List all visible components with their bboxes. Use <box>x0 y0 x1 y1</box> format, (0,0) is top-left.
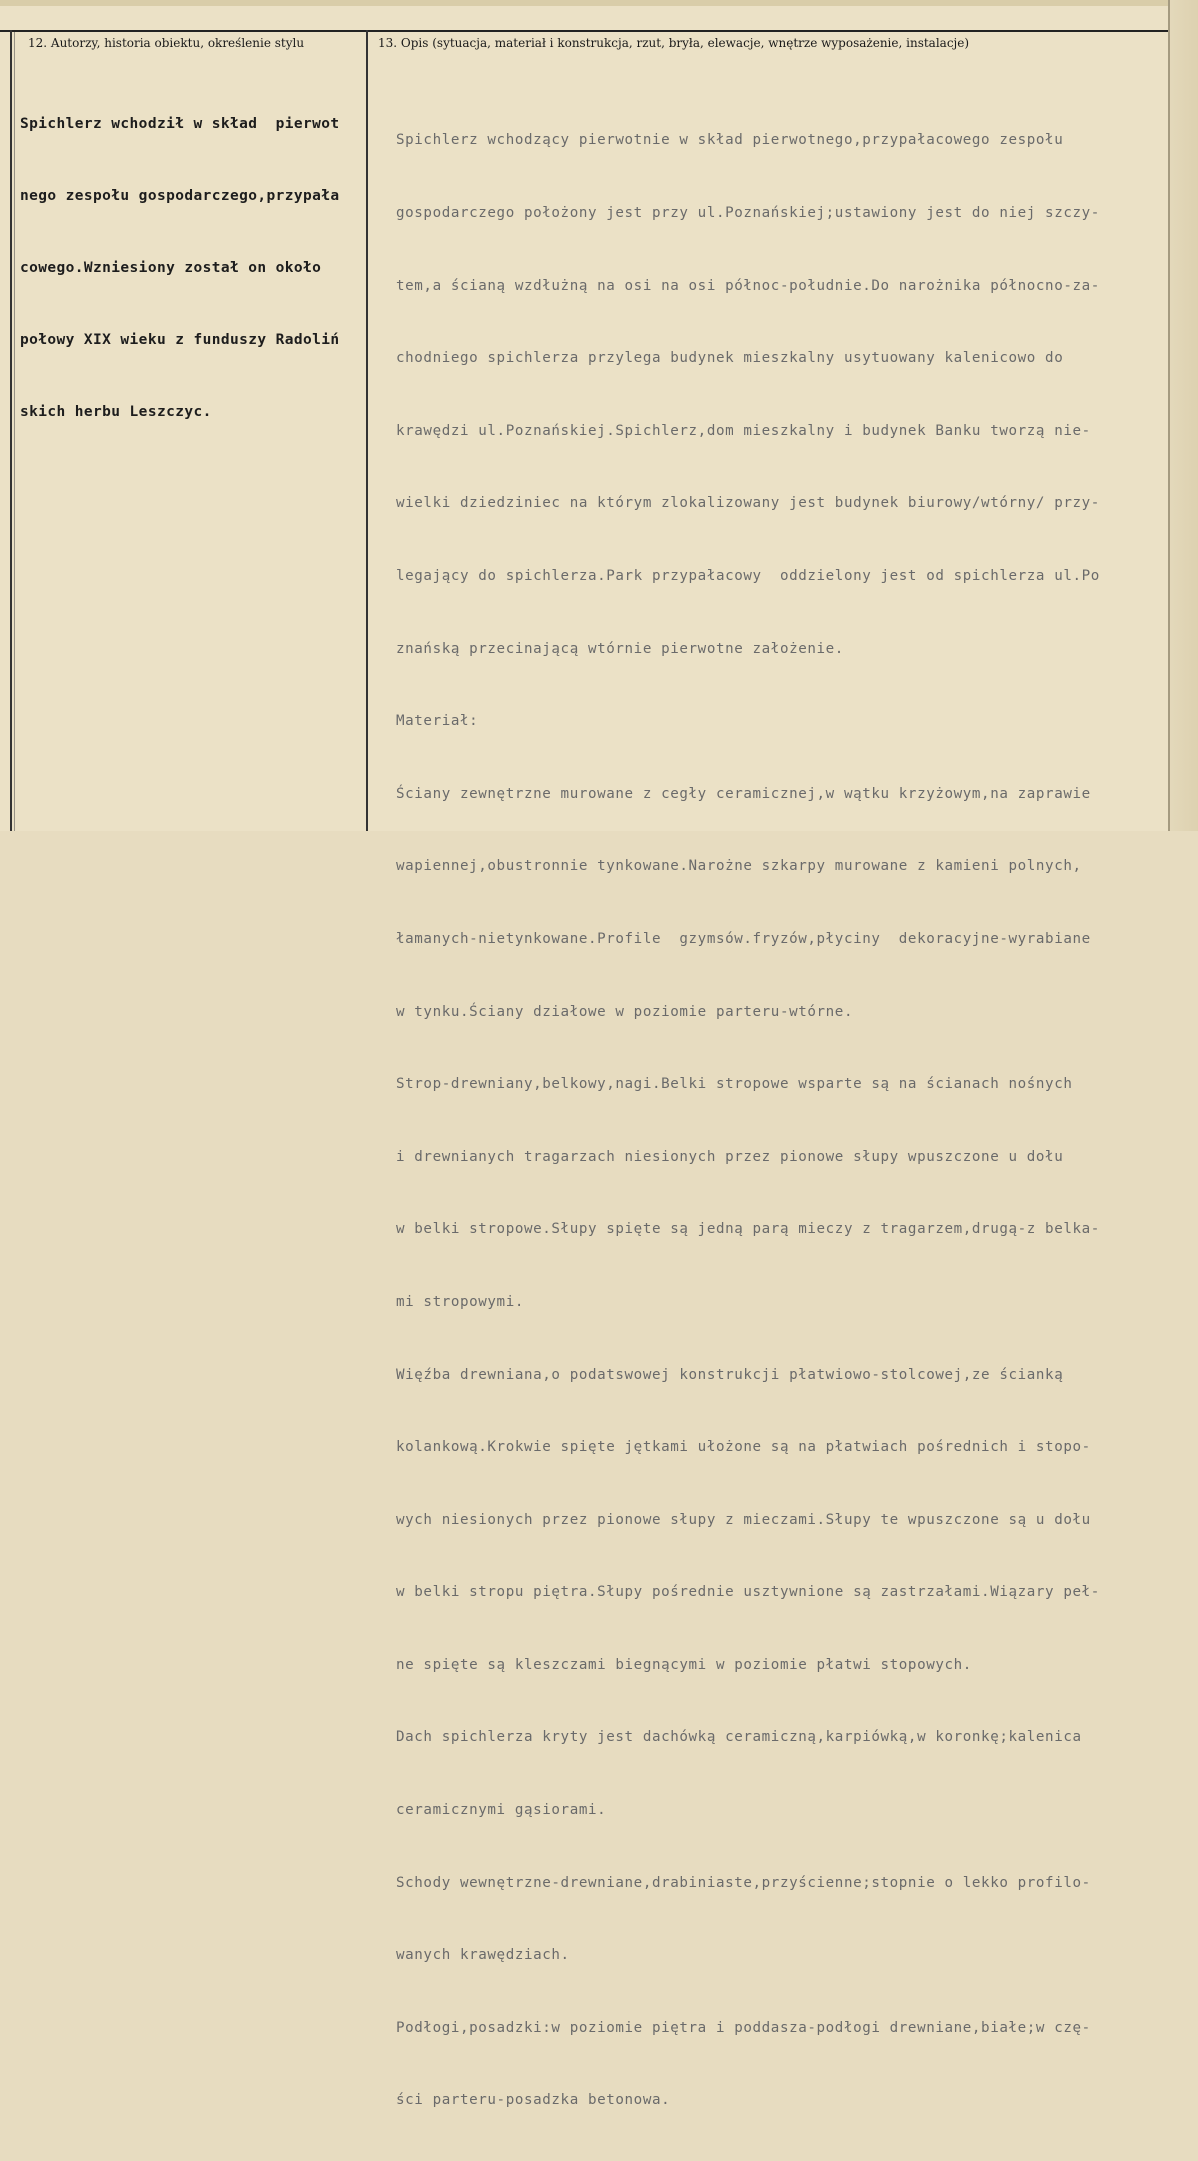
section-12-line: Spichlerz wchodził w skład pierwot <box>20 116 340 132</box>
section-12-body <box>20 64 340 472</box>
section-13-line: znańską przecinającą wtórnie pierwotne założenie. <box>396 640 844 657</box>
section-13-line: Więźba drewniana,o podatswowej konstrukcji płatwiowo-stolcowej,ze ścianką <box>396 1366 1064 1383</box>
section-13-line: w belki stropowe.Słupy spięte są jedną parą mieczy z tragarzem,drugą-z belka- <box>396 1221 1100 1238</box>
section-13-line: w belki stropu piętra.Słupy pośrednie usztywnione są zastrzałami.Wiązary peł- <box>396 1584 1100 1601</box>
section-13-line: łamanych-nietynkowane.Profile gzymsów.fryzów,płyciny dekoracyjne-wyrabiane <box>396 930 1091 947</box>
section-12-heading: 12. Autorzy, historia obiektu, określenie stylu <box>28 36 305 50</box>
section-13-line: wielki dziedziniec na którym zlokalizowany jest budynek biurowy/wtórny/ przy- <box>396 495 1100 512</box>
section-13-line: Schody wewnętrzne-drewniane,drabiniaste,przyścienne;stopnie o lekko profilo- <box>396 1874 1091 1891</box>
section-13-line: Dach spichlerza kryty jest dachówką ceramiczną,karpiówką,w koronkę;kalenica <box>396 1729 1082 1746</box>
column-divider <box>366 30 368 831</box>
section-13-line: i drewnianych tragarzach niesionych przez pionowe słupy wpuszczone u dołu <box>396 1148 1064 1165</box>
section-12-line: skich herbu Leszczyc. <box>20 404 212 420</box>
section-13-line: legający do spichlerza.Park przypałacowy oddzielony jest od spichlerza ul.Po <box>396 567 1100 584</box>
section-13-line: Ściany zewnętrzne murowane z cegły ceramicznej,w wątku krzyżowym,na zaprawie <box>396 785 1091 802</box>
section-13-line: Materiał: <box>396 713 479 730</box>
section-13-line: kolankową.Krokwie spięte jętkami ułożone są na płatwiach pośrednich i stopo- <box>396 1439 1091 1456</box>
section-12-line: cowego.Wzniesiony został on około <box>20 260 322 276</box>
section-13-line: ści parteru-posadzka betonowa. <box>396 2092 671 2109</box>
card-right-border <box>1168 0 1170 831</box>
section-13-line: wych niesionych przez pionowe słupy z mieczami.Słupy te wpuszczone są u dołu <box>396 1511 1091 1528</box>
form-inner-left-rule <box>14 32 15 831</box>
section-13-line: tem,a ścianą wzdłużną na osi na osi północ-południe.Do narożnika północno-za- <box>396 277 1100 294</box>
section-13-heading: 13. Opis (sytuacja, materiał i konstrukcja, rzut, bryła, elewacje, wnętrze wyposażenie, instalacje) <box>378 36 970 50</box>
section-13-line: w tynku.Ściany działowe w poziomie parteru-wtórne. <box>396 1003 854 1020</box>
section-13-body <box>396 80 1100 2161</box>
section-12-line: nego zespołu gospodarczego,przypała <box>20 188 340 204</box>
section-13-line: ceramicznymi gąsiorami. <box>396 1802 607 1819</box>
section-13-line: chodniego spichlerza przylega budynek mieszkalny usytuowany kalenicowo do <box>396 350 1064 367</box>
section-13-line: ne spięte są kleszczami biegnącymi w poziomie płatwi stopowych. <box>396 1656 972 1673</box>
form-left-rule <box>10 30 12 831</box>
card-top-edge <box>0 0 1198 6</box>
section-13-line: Spichlerz wchodzący pierwotnie w skład pierwotnego,przypałacowego zespołu <box>396 132 1064 149</box>
section-13-line: wapiennej,obustronnie tynkowane.Narożne szkarpy murowane z kamieni polnych, <box>396 858 1082 875</box>
section-13-line: gospodarczego położony jest przy ul.Poznańskiej;ustawiony jest do niej szczy- <box>396 205 1100 221</box>
section-13-line: Podłogi,posadzki:w poziomie piętra i poddasza-podłogi drewniane,białe;w czę- <box>396 2019 1091 2036</box>
section-13-line: wanych krawędziach. <box>396 1947 570 1964</box>
section-12-line: połowy XIX wieku z funduszy Radoliń <box>20 332 340 348</box>
form-top-rule <box>0 30 1168 32</box>
card-right-edge <box>1168 0 1198 831</box>
section-13-line: krawędzi ul.Poznańskiej.Spichlerz,dom mieszkalny i budynek Banku tworzą nie- <box>396 422 1091 439</box>
section-13-line: Strop-drewniany,belkowy,nagi.Belki stropowe wsparte są na ścianach nośnych <box>396 1076 1073 1093</box>
section-13-line: mi stropowymi. <box>396 1293 524 1310</box>
